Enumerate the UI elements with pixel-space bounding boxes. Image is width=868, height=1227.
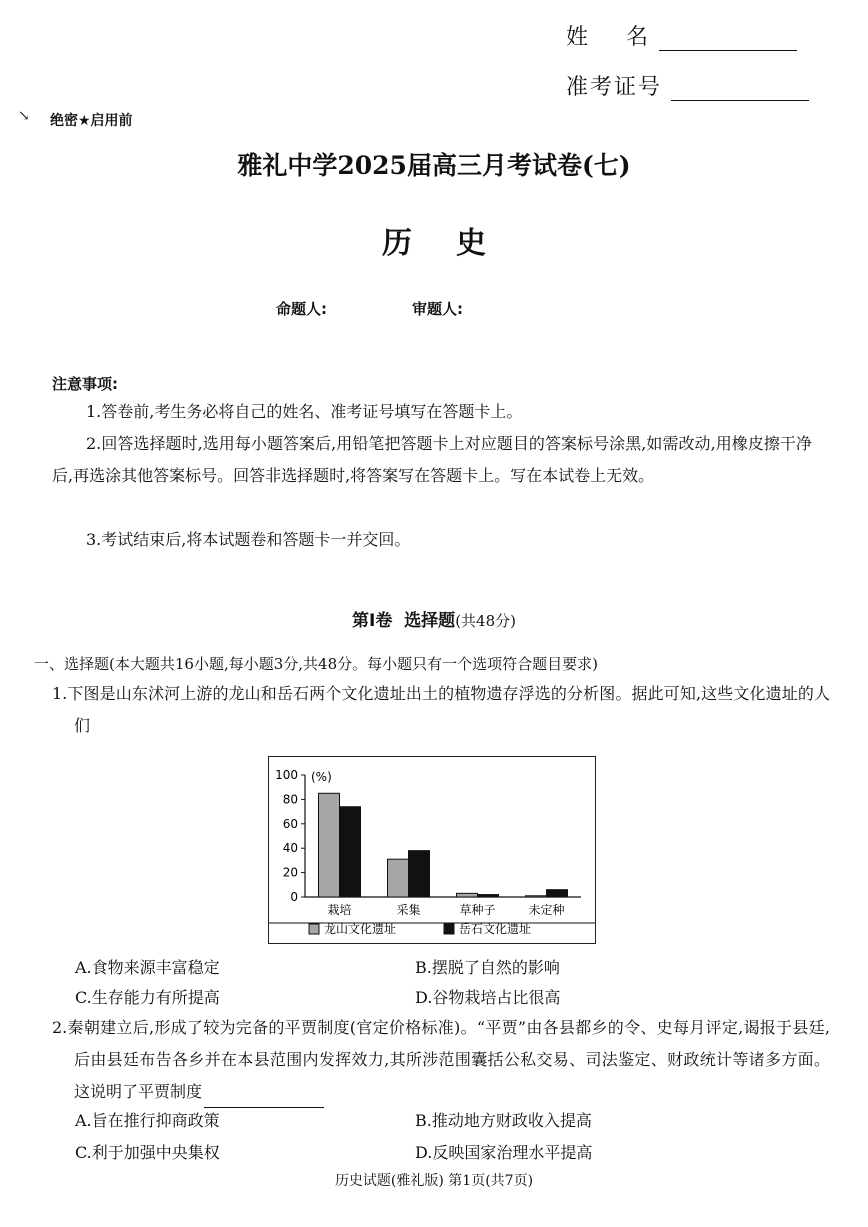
category-label: 未定种 [528,903,565,917]
exam-title: 雅礼中学2025届高三月考试卷(七) [237,151,631,180]
plant-remains-chart [268,756,596,944]
q1-option-c[interactable]: C.生存能力有所提高 [75,988,220,1007]
subject-title: 历史 [382,226,530,261]
section-score: (共48分) [455,612,516,630]
legend-swatch [309,924,319,934]
y-axis-label: (%) [311,770,332,784]
chart-svg [269,757,595,943]
answer-blank [204,1106,324,1108]
category-label: 采集 [396,903,421,917]
q2-option-a[interactable]: A.旨在推行抑商政策 [75,1111,220,1130]
section-instruction: 一、选择题(本大题共16小题,每小题3分,共48分。每小题只有一个选项符合题目要求) [34,655,598,673]
note-item-3: 3.考试结束后,将本试题卷和答题卡一并交回。 [86,530,411,549]
page-footer: 历史试题(雅礼版) 第1页(共7页) [334,1173,534,1189]
bar [478,895,499,897]
exam-id-input-line[interactable] [671,99,809,101]
y-tick-label: 100 [275,768,298,782]
category-label: 栽培 [327,903,352,917]
section-title: 第Ⅰ卷 选择题 [352,611,456,631]
name-field [566,20,797,51]
legend-label: 龙山文化遗址 [324,922,397,936]
exam-id-label: 准考证号 [566,75,663,100]
legend-label: 岳石文化遗址 [459,922,532,936]
note-item-1: 1.答卷前,考生务必将自己的姓名、准考证号填写在答题卡上。 [86,402,523,421]
bar [409,851,430,897]
category-label: 草种子 [459,903,496,917]
author-label: 命题人: [276,300,327,318]
q2-option-d[interactable]: D.反映国家治理水平提高 [415,1143,593,1162]
y-tick-label: 60 [282,816,298,831]
question-2-stem-text: 2.秦朝建立后,形成了较为完备的平贾制度(官定价格标准)。“平贾”由各县都乡的令、史每月评定,谒报于县廷,后由县廷布告各乡并在本县范围内发挥效力,其所涉范围囊括公私交易、司法鉴定、财政统计等诸多方面。这说明了平贾制度 [52,1018,830,1101]
bar [319,793,340,897]
y-tick-label: 20 [282,865,298,880]
y-tick-label: 0 [290,890,298,904]
pen-mark-icon: ↘ [18,108,30,124]
confidential-label: 绝密★启用前 [50,113,133,129]
bar [457,893,478,897]
y-tick-label: 40 [282,841,298,856]
q1-option-d[interactable]: D.谷物栽培占比很高 [415,988,561,1007]
bar [547,890,568,897]
reviewer-label: 审题人: [412,300,463,318]
note-item-2: 2.回答选择题时,选用每小题答案后,用铅笔把答题卡上对应题目的答案标号涂黑,如需改动,用橡皮擦干净后,再选涂其他答案标号。回答非选择题时,将答案写在答题卡上。写在本试卷上无效。 [52,434,812,485]
name-label: 姓 名 [566,25,650,50]
exam-id-field [566,70,809,101]
name-input-line[interactable] [659,49,797,51]
legend-swatch [444,924,454,934]
bar [526,896,547,897]
question-2-stem [52,1012,830,1108]
q1-option-a[interactable]: A.食物来源丰富稳定 [75,958,220,977]
bar [388,859,409,897]
q2-option-b[interactable]: B.推动地方财政收入提高 [415,1111,592,1130]
section-header [0,606,868,631]
y-tick-label: 80 [282,792,298,807]
notes-heading: 注意事项: [52,375,118,393]
q1-option-b[interactable]: B.摆脱了自然的影响 [415,958,560,977]
q2-option-c[interactable]: C.利于加强中央集权 [75,1143,220,1162]
bar [340,807,361,897]
question-1-stem: 1.下图是山东沭河上游的龙山和岳石两个文化遗址出土的植物遗存浮选的分析图。据此可知,这些文化遗址的人们 [52,684,830,735]
